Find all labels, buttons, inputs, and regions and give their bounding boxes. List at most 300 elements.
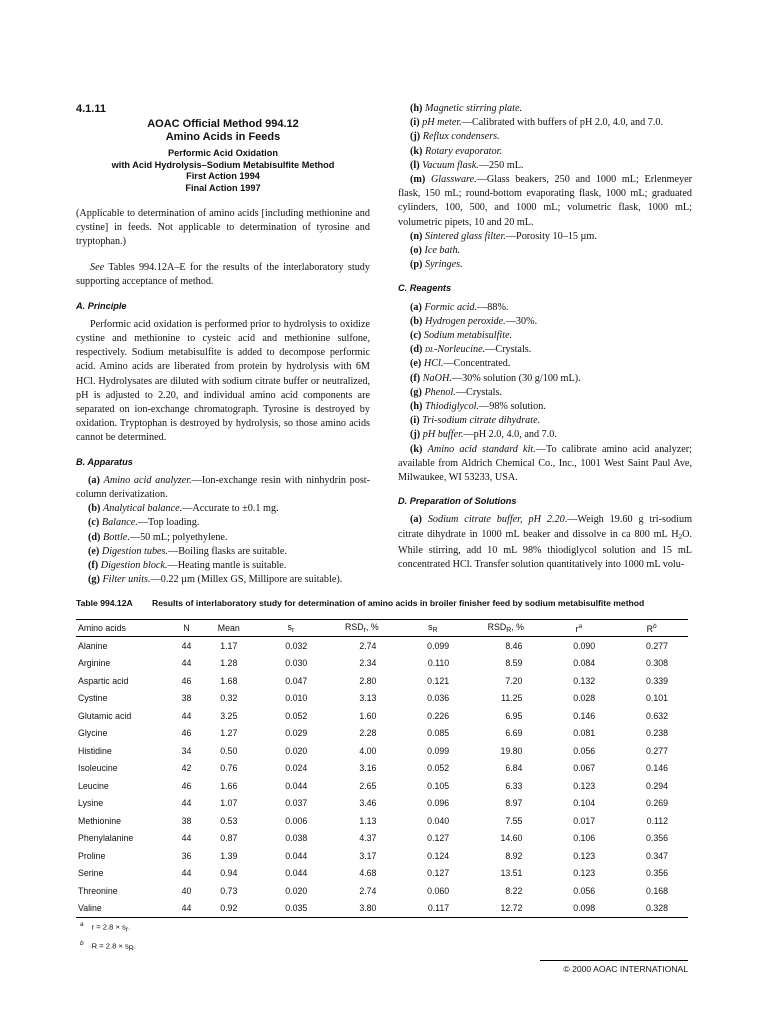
apparatus-item <box>76 545 370 559</box>
table-cell: 8.97 <box>505 798 523 809</box>
applicability-note: (Applicable to determination of amino acids [including methionine and cystine] in feeds. Not applicable to determination of tyrosine and tryptophan.) <box>76 207 370 247</box>
apparatus-item-text: —Heating mantle is suitable. <box>167 560 287 572</box>
table-number: Table 994.12A <box>76 598 133 608</box>
table-cell: 46 <box>181 780 192 791</box>
table-cell: 0.037 <box>285 798 308 809</box>
apparatus-item <box>398 173 692 230</box>
table-body <box>76 637 688 918</box>
col-rsdR <box>469 620 542 637</box>
table-cell: 2.34 <box>359 658 377 669</box>
col-rsdr <box>327 620 396 637</box>
solution-name: Sodium citrate buffer, pH 2.20 <box>427 514 565 526</box>
table-cell-name: Lysine <box>78 798 104 809</box>
apparatus-item-name: Sintered glass filter. <box>425 230 506 242</box>
table-row <box>76 795 688 813</box>
footnote-mark: a <box>80 921 84 928</box>
solutions-heading: D. Preparation of Solutions <box>398 496 517 507</box>
solution-subscript: 2 <box>678 532 683 541</box>
col-rsdR-text: RSD <box>487 622 507 632</box>
reagents-heading: C. Reagents <box>398 283 452 294</box>
apparatus-item-name: Syringes. <box>425 259 463 271</box>
apparatus-item <box>398 159 692 173</box>
table-row <box>76 637 688 655</box>
table-cell-name: Proline <box>78 850 106 861</box>
reagents-item <box>398 372 692 386</box>
apparatus-item-name: Balance. <box>101 517 138 529</box>
apparatus-item <box>76 573 370 587</box>
col-rsdr-tail: , % <box>365 622 379 632</box>
interlab-results-table <box>76 619 688 918</box>
table-cell: 0.020 <box>285 745 308 756</box>
col-rsdR-sub: R <box>506 627 512 634</box>
apparatus-item <box>76 516 370 530</box>
table-cell: 0.067 <box>573 763 596 774</box>
table-cell: 0.127 <box>427 833 450 844</box>
apparatus-item-text: —Accurate to ±0.1 mg. <box>182 503 279 515</box>
solution-text-1: .—Weigh 19.60 g tri-sodium citrate dihydrate in 1000 mL beaker and dissolve in ca 800 mL H <box>398 514 692 540</box>
table-cell: 0.92 <box>220 903 238 914</box>
table-cell: 0.029 <box>285 728 308 739</box>
table-cell: 6.33 <box>505 780 523 791</box>
table-cell: 0.044 <box>285 850 308 861</box>
apparatus-item-name: Vacuum flask. <box>422 159 479 171</box>
reagents-item-text: —To calibrate amino acid analyzer; available from Aldrich Chemical Co., Inc., 1001 West Saint Paul Ave, Milwaukee, WI 53233, USA. <box>398 443 692 484</box>
table-cell: 1.39 <box>220 850 238 861</box>
table-footnote <box>76 937 688 956</box>
reagents-item <box>398 428 692 442</box>
table-cell: 38 <box>181 815 192 826</box>
table-cell: 2.74 <box>359 640 377 651</box>
apparatus-item-label: (a) <box>88 474 100 486</box>
principle-text: Performic acid oxidation is performed prior to hydrolysis to oxidize cystine and methionine to cysteic acid and methionine sulfone, respectively. Sodium metabisulfite is added to decompose performic acid. Amino acids are liberated from protein by hydrolysis with 6M HCl. Hydrolysates are diluted with sodium citrate buffer or neutralized, pH is adjusted to 2.20, and individual amino acid components are separated on ion-exchange chromatograph. Tyrosine is destroyed by oxidation. Tryptophan is destroyed by hydrolysis, so those amino acids cannot be determined. <box>76 318 370 444</box>
reagents-item-text: —88%. <box>477 301 509 313</box>
right-column <box>398 102 692 572</box>
table-cell: 0.085 <box>427 728 450 739</box>
apparatus-item-label: (m) <box>410 174 426 186</box>
table-row <box>76 672 688 690</box>
table-cell: 0.277 <box>645 640 668 651</box>
table-cell: 0.084 <box>573 658 596 669</box>
table-cell: 4.00 <box>359 745 377 756</box>
table-cell: 0.121 <box>427 675 450 686</box>
table-cell: 34 <box>181 745 192 756</box>
table-cell: 0.098 <box>573 903 596 914</box>
table-cell: 0.006 <box>285 815 308 826</box>
reagents-item-label: (h) <box>410 401 423 413</box>
table-row <box>76 865 688 883</box>
reagents-item <box>398 343 692 357</box>
apparatus-item-name: Rotary evaporator. <box>425 145 502 157</box>
reagents-item <box>398 301 692 315</box>
table-cell: 40 <box>181 885 192 896</box>
reagents-item-name: NaOH. <box>422 372 452 384</box>
table-cell: 1.17 <box>220 640 238 651</box>
table-cell: 19.80 <box>500 745 523 756</box>
table-cell-name: Glutamic acid <box>78 710 132 721</box>
col-rsdr-text: RSD <box>345 622 364 632</box>
table-cell: 11.25 <box>501 693 523 704</box>
footer-rule <box>540 960 688 961</box>
copyright: © 2000 AOAC INTERNATIONAL <box>563 964 688 974</box>
apparatus-item <box>398 130 692 144</box>
reagents-item-text: —Crystals. <box>485 344 532 356</box>
table-cell: 8.46 <box>505 640 523 651</box>
table-cell: 12.72 <box>500 903 523 914</box>
table-cell: 4.37 <box>359 833 377 844</box>
table-cell: 0.030 <box>285 658 308 669</box>
table-cell: 13.51 <box>500 868 523 879</box>
table-cell: 7.55 <box>505 815 523 826</box>
table-cell: 44 <box>181 640 192 651</box>
apparatus-item-text: —Calibrated with buffers of pH 2.0, 4.0, and 7.0. <box>461 117 664 129</box>
apparatus-item-name: Filter units. <box>102 574 151 586</box>
col-n: N <box>183 623 190 633</box>
table-cell-name: Arginine <box>78 658 111 669</box>
table-cell-name: Aspartic acid <box>78 675 129 686</box>
reagents-item-label: (i) <box>410 415 420 427</box>
table-cell: 2.65 <box>359 780 377 791</box>
table-row <box>76 777 688 795</box>
apparatus-item-text: —Glass beakers, 250 and 1000 mL; Erlenmeyer flask, 150 mL; round-bottom evaporating flask, 1000 mL; graduated cylinders, 100, 500, and 1000 mL; volumetric flask, 1000 mL; volumetric pipets, 10 and 20 mL. <box>398 174 693 228</box>
see-word: See <box>90 262 105 274</box>
table-cell: 3.25 <box>220 710 238 721</box>
table-cell-name: Alanine <box>78 640 108 651</box>
col-sR <box>396 620 469 637</box>
footnote-mark: b <box>80 939 84 947</box>
apparatus-item <box>398 116 692 130</box>
table-cell: 0.226 <box>427 710 450 721</box>
table-row <box>76 707 688 725</box>
reagents-item-name: Formic acid. <box>424 301 478 313</box>
reagents-item <box>398 329 692 343</box>
table-cell: 1.28 <box>220 658 238 669</box>
apparatus-item <box>76 531 370 545</box>
see-tables-text: Tables 994.12A–E for the results of the interlaboratory study supporting acceptance of method. <box>76 262 370 288</box>
table-cell: 0.168 <box>645 885 668 896</box>
apparatus-item-label: (o) <box>410 245 422 257</box>
col-R-sup: b <box>652 622 657 630</box>
reagents-item-prefix: dl <box>425 344 434 356</box>
apparatus-item-label: (g) <box>88 574 100 586</box>
col-rsdR-tail: , % <box>511 622 524 632</box>
method-title-block <box>76 118 370 194</box>
table-cell: 46 <box>181 728 192 739</box>
table-cell: 44 <box>181 833 192 844</box>
apparatus-item-text: —250 mL. <box>478 159 524 171</box>
reagents-list <box>398 301 692 486</box>
table-cell: 4.68 <box>359 868 377 879</box>
table-cell-name: Methionine <box>78 815 122 826</box>
reagents-item-label: (b) <box>410 315 423 327</box>
apparatus-list-left <box>76 474 370 588</box>
apparatus-item-name: Reflux condensers. <box>422 131 500 143</box>
table-cell: 3.46 <box>359 798 377 809</box>
table-cell: 0.036 <box>427 693 450 704</box>
interlab-table-block <box>76 598 688 955</box>
table-cell: 14.60 <box>500 833 523 844</box>
table-cell: 1.68 <box>220 675 238 686</box>
col-r-text: r <box>575 623 579 634</box>
table-cell: 0.052 <box>285 710 308 721</box>
table-cell: 0.146 <box>573 710 596 721</box>
reagents-item-text: —30% solution (30 g/100 mL). <box>451 372 581 384</box>
table-cell-name: Valine <box>78 903 102 914</box>
table-cell: 0.090 <box>573 640 596 651</box>
table-cell: 0.024 <box>285 763 308 774</box>
final-action: Final Action 1997 <box>185 182 261 193</box>
table-cell: 44 <box>181 903 192 914</box>
first-action: First Action 1994 <box>186 171 260 182</box>
table-cell: 0.308 <box>645 658 668 669</box>
col-r-sup: a <box>578 622 583 630</box>
table-cell: 0.038 <box>285 833 308 844</box>
apparatus-item-label: (n) <box>410 230 423 242</box>
table-cell: 2.80 <box>359 675 377 686</box>
table-cell: 0.146 <box>645 763 668 774</box>
table-row <box>76 882 688 900</box>
table-cell: 3.80 <box>359 903 377 914</box>
solution-text-2: O. While stirring, add 10 mL 98% thiodiglycol solution and 15 mL concentrated HCl. Transfer solution quantitatively into 1000 mL volu- <box>398 528 692 571</box>
col-sR-sub: R <box>432 627 438 634</box>
col-mean: Mean <box>217 623 240 633</box>
table-cell: 0.50 <box>220 745 238 756</box>
table-row <box>76 830 688 848</box>
table-cell: 6.95 <box>505 710 523 721</box>
apparatus-item-label: (k) <box>410 145 423 157</box>
table-cell: 3.17 <box>359 850 377 861</box>
apparatus-item-label: (b) <box>88 503 101 515</box>
table-cell: 0.017 <box>573 815 596 826</box>
reagents-item <box>398 315 692 329</box>
reagents-item-text: —98% solution. <box>479 401 546 413</box>
table-cell: 0.277 <box>645 745 668 756</box>
table-cell: 0.123 <box>573 868 596 879</box>
table-cell-name: Phenylalanine <box>78 833 134 844</box>
table-row <box>76 725 688 743</box>
table-cell: 0.035 <box>285 903 308 914</box>
col-sr <box>255 620 328 637</box>
table-cell: 6.69 <box>505 728 523 739</box>
reagents-item-label: (j) <box>410 429 421 441</box>
apparatus-item-name: Digestion tubes. <box>101 545 169 557</box>
reagents-item-text: —pH 2.0, 4.0, and 7.0. <box>463 429 557 441</box>
table-cell: 0.101 <box>645 693 668 704</box>
reagents-item <box>398 414 692 428</box>
reagents-item <box>398 443 692 486</box>
apparatus-item-label: (f) <box>88 560 99 572</box>
table-cell: 8.59 <box>505 658 523 669</box>
apparatus-item <box>76 559 370 573</box>
table-cell: 0.73 <box>220 885 238 896</box>
apparatus-item-label: (d) <box>88 531 101 543</box>
see-tables-note <box>76 261 370 289</box>
table-cell: 44 <box>181 658 192 669</box>
method-subtitle-2: with Acid Hydrolysis–Sodium Metabisulfite Method <box>111 159 335 170</box>
table-cell: 0.112 <box>646 815 668 826</box>
reagents-item-text: —Concentrated. <box>443 358 511 370</box>
reagents-item-name: Sodium metabisulfite. <box>423 330 513 342</box>
apparatus-item-label: (e) <box>88 545 100 557</box>
col-r <box>542 620 615 637</box>
table-cell: 3.16 <box>359 763 377 774</box>
table-cell: 8.92 <box>505 850 523 861</box>
table-cell: 0.132 <box>573 675 596 686</box>
table-cell: 0.044 <box>285 868 308 879</box>
table-cell: 0.328 <box>645 903 668 914</box>
principle-heading: A. Principle <box>76 300 127 311</box>
solution-label: (a) <box>410 514 422 526</box>
reagents-item-label: (e) <box>410 358 422 370</box>
reagents-item <box>398 357 692 371</box>
apparatus-item-label: (l) <box>410 159 420 171</box>
left-column <box>76 102 370 587</box>
table-header-row <box>76 620 688 637</box>
table-row <box>76 760 688 778</box>
table-cell: 2.74 <box>359 885 377 896</box>
method-subject: Amino Acids in Feeds <box>165 131 281 144</box>
apparatus-item-name: Glassware. <box>430 174 477 186</box>
table-caption <box>76 598 688 609</box>
table-row <box>76 690 688 708</box>
footnote-subscript: r <box>125 926 129 934</box>
table-cell-name: Glycine <box>78 728 108 739</box>
table-cell: 0.044 <box>285 780 308 791</box>
apparatus-item-text: —Ion-exchange resin with ninhydrin post-column derivatization. <box>76 474 371 501</box>
table-cell: 0.020 <box>285 885 308 896</box>
table-row <box>76 900 688 918</box>
table-cell: 0.081 <box>573 728 596 739</box>
col-R <box>615 620 688 637</box>
footnote-text: r = 2.8 × s <box>91 922 126 932</box>
reagents-item-label: (d) <box>410 344 423 356</box>
table-cell: 0.096 <box>427 798 450 809</box>
apparatus-item-label: (p) <box>410 259 423 271</box>
apparatus-item <box>398 102 692 116</box>
table-cell: 0.099 <box>427 640 450 651</box>
reagents-item-name: Hydrogen peroxide. <box>425 315 506 327</box>
table-cell: 0.127 <box>427 868 450 879</box>
table-cell: 0.105 <box>427 780 450 791</box>
reagents-item-label: (c) <box>410 330 422 342</box>
apparatus-item-label: (j) <box>410 131 421 143</box>
solution-item-a <box>398 513 692 572</box>
reagents-item-label: (k) <box>410 443 423 455</box>
apparatus-item <box>398 145 692 159</box>
table-cell: 0.028 <box>573 693 596 704</box>
table-cell: 0.294 <box>645 780 668 791</box>
table-cell: 0.040 <box>427 815 450 826</box>
table-cell: 0.047 <box>285 675 308 686</box>
table-cell: 0.060 <box>427 885 450 896</box>
table-cell: 36 <box>181 850 192 861</box>
table-cell: 0.339 <box>645 675 668 686</box>
apparatus-item-name: Digestion block. <box>100 560 168 572</box>
table-cell: 0.632 <box>645 710 668 721</box>
footnote-text: R = 2.8 × s <box>91 941 129 951</box>
table-cell: 42 <box>181 763 192 774</box>
table-cell: 44 <box>181 710 192 721</box>
table-cell: 6.84 <box>505 763 523 774</box>
table-cell-name: Threonine <box>78 885 118 896</box>
table-cell: 0.94 <box>220 868 238 879</box>
table-cell: 0.238 <box>645 728 668 739</box>
reagents-item <box>398 386 692 400</box>
reagents-item-text: —Crystals. <box>455 386 502 398</box>
table-cell: 0.356 <box>645 868 668 879</box>
col-sR-text: s <box>428 622 433 632</box>
table-row <box>76 847 688 865</box>
table-cell: 1.07 <box>220 798 238 809</box>
apparatus-item-label: (h) <box>410 103 423 114</box>
table-cell: 38 <box>181 693 192 704</box>
col-sr-sub: r <box>291 627 295 634</box>
table-cell: 1.66 <box>220 780 238 791</box>
reagents-item-label: (f) <box>410 372 421 384</box>
table-cell: 0.052 <box>427 763 450 774</box>
footnote-end: . <box>133 941 136 951</box>
table-cell: 0.347 <box>645 850 668 861</box>
table-cell-name: Histidine <box>78 745 112 756</box>
table-cell: 0.104 <box>573 798 596 809</box>
table-cell: 46 <box>181 675 192 686</box>
reagents-item-name: Tri-sodium citrate dihydrate. <box>422 415 541 427</box>
table-cell: 0.106 <box>573 833 596 844</box>
table-cell: 2.28 <box>359 728 377 739</box>
table-cell: 0.76 <box>220 763 238 774</box>
col-R-text: R <box>646 623 653 634</box>
apparatus-item <box>76 502 370 516</box>
table-cell: 1.13 <box>359 815 377 826</box>
footnote-end: . <box>128 922 131 932</box>
reagents-item-name: pH buffer. <box>422 429 464 441</box>
reagents-item <box>398 400 692 414</box>
col-amino-acids: Amino acids <box>78 623 126 633</box>
table-cell: 0.269 <box>645 798 668 809</box>
table-row <box>76 812 688 830</box>
table-cell: 0.110 <box>427 658 450 669</box>
apparatus-item-name: Magnetic stirring plate. <box>425 103 523 114</box>
table-footnotes <box>76 918 688 955</box>
table-cell-name: Cystine <box>78 693 108 704</box>
table-cell: 0.53 <box>220 815 238 826</box>
table-cell: 0.123 <box>573 850 596 861</box>
table-caption-text: Results of interlaboratory study for determination of amino acids in broiler finisher feed by sodium metabisulfite method <box>152 598 645 608</box>
section-number: 4.1.11 <box>76 103 106 115</box>
reagents-item-name: Phenol. <box>424 386 456 398</box>
apparatus-item-text: —Boiling flasks are suitable. <box>168 545 287 557</box>
table-cell: 0.010 <box>285 693 308 704</box>
table-cell: 0.32 <box>220 693 238 704</box>
apparatus-item-label: (c) <box>88 517 100 529</box>
apparatus-heading: B. Apparatus <box>76 456 133 467</box>
apparatus-item-text: —Porosity 10–15 µm. <box>505 230 597 242</box>
apparatus-item <box>398 258 692 272</box>
apparatus-item <box>398 244 692 258</box>
reagents-item-name: Thiodiglycol. <box>425 401 480 413</box>
table-cell: 7.20 <box>505 675 523 686</box>
apparatus-list-right <box>398 102 692 272</box>
apparatus-item-text: —50 mL; polyethylene. <box>129 531 228 543</box>
apparatus-item-name: pH meter. <box>422 117 462 129</box>
reagents-item-name: Amino acid standard kit. <box>427 443 536 455</box>
table-cell: 0.124 <box>427 850 450 861</box>
apparatus-item-name: Analytical balance. <box>103 503 183 515</box>
table-cell: 44 <box>181 868 192 879</box>
apparatus-item <box>398 230 692 244</box>
table-cell: 0.032 <box>285 640 308 651</box>
reagents-item-label: (a) <box>410 301 422 313</box>
table-cell-name: Isoleucine <box>78 763 118 774</box>
